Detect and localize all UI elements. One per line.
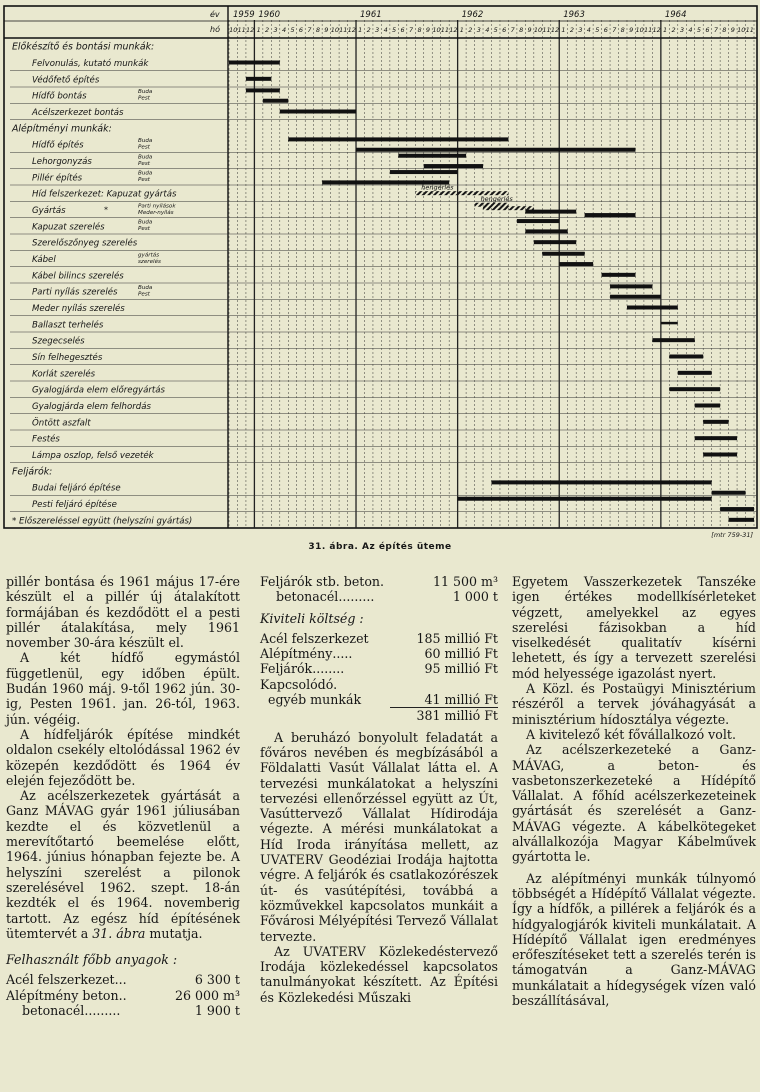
gantt-bar — [627, 306, 678, 310]
gantt-bar — [703, 453, 737, 457]
gantt-bar — [729, 518, 754, 522]
month-tick-label: 4 — [688, 26, 693, 34]
text-column-2 — [260, 574, 498, 1005]
gantt-bar — [695, 436, 737, 440]
bar-annotation: hengerlés — [480, 195, 513, 204]
month-tick-label: 4 — [586, 26, 591, 34]
material-item-label: Acél felszerkezet — [6, 972, 115, 988]
month-tick-label: 9 — [730, 26, 735, 34]
month-tick-label: 9 — [629, 26, 634, 34]
material-item-label: betonacél — [260, 589, 339, 605]
group-label: Alépítményi munkák: — [12, 123, 112, 135]
cost-total: 381 millió Ft — [390, 707, 498, 723]
sub-label: Pest — [138, 177, 150, 184]
task-label: Szegecselés — [32, 336, 85, 347]
paragraph: A Közl. és Postaügyi Minisztérium részéről a tervek jóváhagyását a minisztérium hídosztálya végezte. — [512, 681, 756, 727]
gantt-bar — [585, 213, 636, 217]
material-item-value: 6 300 t — [194, 972, 240, 988]
gantt-bar — [398, 154, 466, 158]
task-label: Kábel — [32, 255, 56, 265]
task-label: Hídfő bontás — [32, 91, 87, 102]
month-tick-label: 11 — [644, 26, 653, 34]
leader-dots: . — [380, 574, 385, 589]
gantt-bar — [458, 497, 712, 501]
month-tick-label: 6 — [502, 26, 507, 34]
material-item-label: Feljárók stb. beton — [260, 574, 381, 589]
task-label: * Előszereléssel együtt (helyszíni gyártás) — [12, 516, 193, 527]
month-tick-label: 11 — [339, 26, 348, 34]
gantt-bar — [229, 61, 280, 65]
month-tick-label: 6 — [705, 26, 710, 34]
text-column-1 — [6, 574, 240, 1018]
footnote-marker: * — [104, 205, 108, 215]
month-tick-label: 5 — [392, 26, 397, 34]
gantt-bar — [669, 387, 720, 391]
cost-item — [260, 692, 498, 707]
month-tick-label: 6 — [400, 26, 405, 34]
sub-label: Buda — [138, 89, 153, 95]
month-tick-label: 7 — [408, 26, 414, 34]
gantt-bar — [492, 480, 712, 484]
cost-item — [260, 646, 498, 661]
month-tick-label: 5 — [595, 26, 600, 34]
material-item-value: 26 000 m³ — [174, 987, 240, 1003]
month-tick-label: 12 — [347, 26, 356, 34]
cost-list — [260, 631, 498, 677]
paragraph: Az acélszerkezetek gyártását a Ganz MÁVAG gyár 1961 júliusában kezdte el és közvetlenül a merevítőtartó beemelése előtt, 1964. június hónapban fejezte be. A helyszíni szerelést a pilonok szerelésével 1962. szept. 18-án kezdték el és 1964. novemberig tartott. Az egész híd építésének ütemtervét a 31. ábra mutatja. — [6, 788, 240, 941]
month-row-label: hó — [210, 25, 220, 34]
leader-dots: ..... — [332, 646, 353, 662]
task-label: Felvonulás, kutató munkák — [32, 59, 149, 69]
sub-label: szerelés — [138, 258, 161, 265]
gantt-bar — [720, 507, 754, 511]
month-tick-label: 1 — [663, 26, 668, 34]
month-tick-label: 7 — [307, 26, 312, 34]
sub-label: gyártás — [138, 252, 160, 259]
month-tick-label: 8 — [315, 26, 320, 34]
gantt-bar — [542, 252, 584, 256]
leader-dots: ... — [114, 972, 127, 988]
gantt-bar — [475, 203, 509, 207]
paragraph: A beruházó bonyolult feladatát a főváros nevében és megbízásából a Földalatti Vasút Vállalat látta el. A tervezési munkálatokat a helyszíni tervezési ellenőrzéssel együtt az Út, Vasúttervező Vállalat Hídirodája végezte. A mérési munkálatokat a Híd Iroda irányítása mellett, az UVATERV Geodéziai Irodája hajtotta végre. A feljárók és csatlakozórészek út- és vasútépítési, továbbá a közművekkel kapcsolatos munkáit a Fővárosi Mélyépítési Tervező Vállalat tervezte. — [260, 729, 498, 944]
paragraph: A hídfeljárók építése mindkét oldalon csekély eltolódással 1962 év közepén kezdődött és 1964 év elején fejeződött be. — [6, 726, 240, 788]
material-item-value: 11 500 m³ — [432, 574, 498, 589]
month-tick-label: 11 — [440, 26, 450, 34]
materials-list-continued — [260, 574, 498, 605]
month-tick-label: 10 — [229, 26, 238, 34]
gantt-bar — [525, 229, 567, 233]
task-label: Híd felszerkezet: Kapuzat gyártás — [32, 189, 177, 200]
month-tick-label: 5 — [290, 26, 295, 34]
leader-dots: ......... — [338, 589, 375, 605]
paragraph: Az acélszerkezeteké a Ganz-MÁVAG, a beton- és vasbetonszerkezeteké a Hídépítő Vállalat. A főhíd acélszerkezeteinek gyártását és szerelését a Ganz-MÁVAG végezte. A kábelkötegeket alvállalkozója Magyar Kábelművek gyártotta le. — [512, 742, 756, 865]
task-label: Gyalogjárda elem előregyártás — [32, 385, 166, 396]
month-tick-label: 11 — [237, 26, 246, 34]
month-tick-label: 12 — [246, 26, 255, 34]
cost-item — [260, 631, 498, 646]
sub-label: Buda — [138, 154, 153, 161]
task-label: Budai feljáró építése — [32, 483, 121, 494]
task-label: Pillér építés — [32, 173, 83, 184]
cost-item-value: 95 millió Ft — [424, 661, 498, 677]
gantt-bar — [483, 206, 534, 210]
paragraph: Az UVATERV Közlekedéstervező Irodája közlekedéssel kapcsolatos tanulmányokat készített. Az Építési és Közlekedési Műszaki — [260, 943, 498, 1005]
material-item-label: Alépítmény beton — [6, 987, 119, 1003]
material-item — [260, 574, 498, 589]
month-tick-label: 10 — [432, 26, 441, 34]
month-tick-label: 3 — [578, 26, 583, 34]
material-item — [6, 1003, 240, 1018]
month-tick-label: 3 — [476, 26, 481, 34]
gantt-bar — [652, 338, 694, 342]
cost-item — [260, 661, 498, 676]
month-tick-label: 7 — [612, 26, 617, 34]
gantt-bar — [390, 170, 458, 174]
sub-label: Meder-nyílás — [138, 209, 174, 216]
month-tick-label: 11 — [745, 26, 754, 34]
material-item-value: 1 000 t — [452, 589, 498, 605]
task-label: Védőfető építés — [32, 75, 100, 86]
month-tick-label: 6 — [298, 26, 304, 34]
leader-dots — [361, 692, 424, 707]
year-row-label: év — [210, 10, 220, 19]
material-item — [260, 589, 498, 604]
task-label: Gyalogjárda elem felhordás — [32, 402, 151, 412]
gantt-bar — [610, 284, 652, 288]
month-tick-label: 2 — [671, 26, 676, 34]
month-tick-label: 8 — [620, 26, 625, 34]
sub-label: Pest — [138, 95, 150, 102]
month-tick-label: 8 — [519, 26, 524, 34]
month-tick-label: 1 — [459, 26, 464, 34]
gantt-bar — [534, 240, 576, 244]
month-tick-label: 10 — [533, 26, 543, 34]
task-label: Ballaszt terhelés — [32, 320, 104, 331]
task-label: Kábel bilincs szerelés — [32, 271, 124, 282]
sub-label: Buda — [138, 170, 153, 177]
leader-dots: ........ — [312, 661, 345, 677]
year-tick-label: 1963 — [563, 10, 585, 20]
month-tick-label: 9 — [425, 26, 431, 34]
year-tick-label: 1961 — [360, 10, 382, 20]
month-tick-label: 4 — [383, 26, 388, 34]
month-tick-label: 3 — [375, 26, 380, 34]
gantt-bar — [661, 322, 678, 325]
year-tick-label: 1959 — [233, 10, 255, 20]
task-label: Lehorgonyzás — [32, 157, 92, 167]
cost-item-value: 41 millió Ft — [424, 692, 498, 708]
month-tick-label: 1 — [256, 26, 261, 34]
month-tick-label: 12 — [449, 26, 458, 34]
task-label: Sín felhegesztés — [32, 353, 103, 363]
task-label: Pesti feljáró építése — [32, 500, 117, 510]
gantt-bar — [525, 210, 576, 214]
leader-dots — [369, 631, 417, 646]
month-tick-label: 5 — [493, 26, 498, 34]
text-column-3 — [512, 574, 756, 1008]
year-tick-label: 1960 — [258, 10, 281, 20]
figure-caption: 31. ábra. Az építés üteme — [308, 542, 452, 552]
sub-label: Buda — [138, 138, 153, 144]
paragraph: pillér bontása és 1961 május 17-ére készült el a pillér új átalakított formájában és kezdődött el a pesti pillér átalakítása, mely 1961 november 30-ára készült el. — [6, 574, 240, 651]
month-tick-label: 2 — [468, 26, 473, 34]
group-label: Feljárók: — [12, 466, 53, 478]
month-tick-label: 5 — [696, 26, 702, 34]
leader-dots: ......... — [84, 1003, 121, 1019]
month-tick-label: 12 — [550, 26, 560, 34]
gantt-bar — [678, 371, 712, 375]
bar-annotation: hengerlés — [421, 183, 454, 192]
gantt-bar — [695, 404, 720, 408]
month-tick-label: 11 — [542, 26, 551, 34]
paragraph: A két hídfő egymástól függetlenül, egy időben épült. Budán 1960 máj. 9-től 1962 jún. 30-ig, Pesten 1961. jan. 26-tól, 1963. jún. végéig. — [6, 650, 240, 727]
month-tick-label: 10 — [635, 26, 644, 34]
month-tick-label: 4 — [281, 26, 287, 34]
materials-list — [6, 972, 240, 1018]
month-tick-label: 3 — [273, 26, 278, 34]
gantt-bar — [712, 491, 746, 495]
gantt-bar — [356, 148, 635, 152]
month-tick-label: 8 — [722, 26, 727, 34]
sub-label: Parti nyílások — [138, 203, 176, 210]
month-tick-label: 6 — [603, 26, 608, 34]
gantt-bar — [280, 110, 356, 114]
sub-label: Pest — [138, 291, 150, 298]
cost-item-value: 185 millió Ft — [416, 630, 498, 646]
task-label: Gyártás — [32, 206, 66, 216]
cost-item-label: Kapcsolódó. — [260, 676, 338, 692]
month-tick-label: 2 — [265, 26, 270, 34]
gantt-bar — [246, 77, 271, 81]
material-item-label: betonacél — [6, 1003, 85, 1019]
cost-item-label: egyéb munkák — [260, 692, 362, 708]
month-tick-label: 7 — [510, 26, 515, 34]
paragraph: Egyetem Vasszerkezetek Tanszéke igen értékes modellkísérleteket végzett, amelyekkel az egyes szerelési fázisokban a híd viselkedését qualitatív kísérni lehetett, és így a tervezett szerelési mód helyessége igazolást nyert. — [512, 574, 756, 681]
cost-item-label: Alépítmény — [260, 646, 333, 662]
task-label: Korlát szerelés — [32, 369, 96, 380]
month-tick-label: 12 — [652, 26, 661, 34]
task-label: Kapuzat szerelés — [32, 222, 105, 233]
task-label: Szerelőszőnyeg szerelés — [32, 238, 138, 249]
month-tick-label: 1 — [561, 26, 566, 34]
material-item-value: 1 900 t — [194, 1003, 240, 1019]
task-label: Hídfő építés — [32, 140, 84, 151]
materials-heading: Felhasznált főbb anyagok : — [6, 952, 178, 968]
month-tick-label: 10 — [737, 26, 746, 34]
gantt-bar — [669, 355, 703, 359]
group-label: Előkészítő és bontási munkák: — [12, 41, 155, 53]
material-item — [6, 988, 240, 1003]
month-tick-label: 2 — [366, 26, 371, 34]
sub-label: Buda — [138, 219, 153, 226]
material-item — [6, 972, 240, 987]
cost-item-label: Feljárók — [260, 661, 313, 677]
gantt-bar — [424, 164, 483, 168]
month-tick-label: 10 — [330, 26, 339, 34]
gantt-bar — [703, 420, 728, 424]
gantt-bar — [559, 262, 593, 266]
sub-label: Pest — [138, 160, 150, 167]
gantt-bar — [263, 99, 288, 103]
cost-item-value: 60 millió Ft — [424, 646, 498, 662]
figure-reference-code: [mtr 759-31] — [711, 531, 753, 539]
month-tick-label: 3 — [679, 26, 685, 34]
paragraph: A kivitelező két fővállalkozó volt. — [526, 726, 736, 742]
leader-dots: .. — [118, 987, 127, 1003]
sub-label: Pest — [138, 144, 150, 151]
gantt-bar — [288, 137, 508, 141]
month-tick-label: 9 — [324, 26, 329, 34]
gantt-bar — [246, 88, 280, 92]
task-label: Parti nyílás szerelés — [32, 287, 118, 298]
task-label: Acélszerkezet bontás — [32, 108, 124, 118]
year-tick-label: 1964 — [664, 10, 687, 20]
cost-item — [260, 692, 498, 707]
task-label: Lámpa oszlop, felső vezeték — [32, 451, 154, 461]
paragraph: Az alépítményi munkák túlnyomó többségét a Hídépítő Vállalat végezte. Így a hídfők, a pillérek a feljárók és a hídgyalogjárók kiviteli munkálatait. A Hídépítő Vállalat igen eredményes erőfeszítéseket tett a szerelés terén is támogatván a Ganz-MÁVAG munkálatait a hídegységek vízen való beszállításával, — [512, 870, 756, 1009]
sub-label: Buda — [138, 285, 153, 291]
gantt-bar — [602, 273, 636, 277]
month-tick-label: 2 — [569, 26, 575, 34]
month-tick-label: 4 — [485, 26, 490, 34]
cost-heading: Kiviteli költség : — [260, 610, 364, 626]
year-tick-label: 1962 — [461, 10, 484, 20]
month-tick-label: 1 — [358, 26, 363, 34]
gantt-bar — [517, 219, 559, 223]
gantt-chart — [0, 0, 760, 540]
cost-item-label: Acél felszerkezet — [260, 630, 369, 646]
task-label: Meder nyílás szerelés — [32, 304, 125, 314]
gantt-bar — [610, 295, 661, 299]
task-label: Festés — [32, 434, 60, 445]
task-label: Öntött aszfalt — [32, 418, 91, 429]
month-tick-label: 9 — [527, 26, 532, 34]
month-tick-label: 8 — [417, 26, 422, 34]
month-tick-label: 7 — [713, 26, 718, 34]
sub-label: Pest — [138, 226, 150, 233]
